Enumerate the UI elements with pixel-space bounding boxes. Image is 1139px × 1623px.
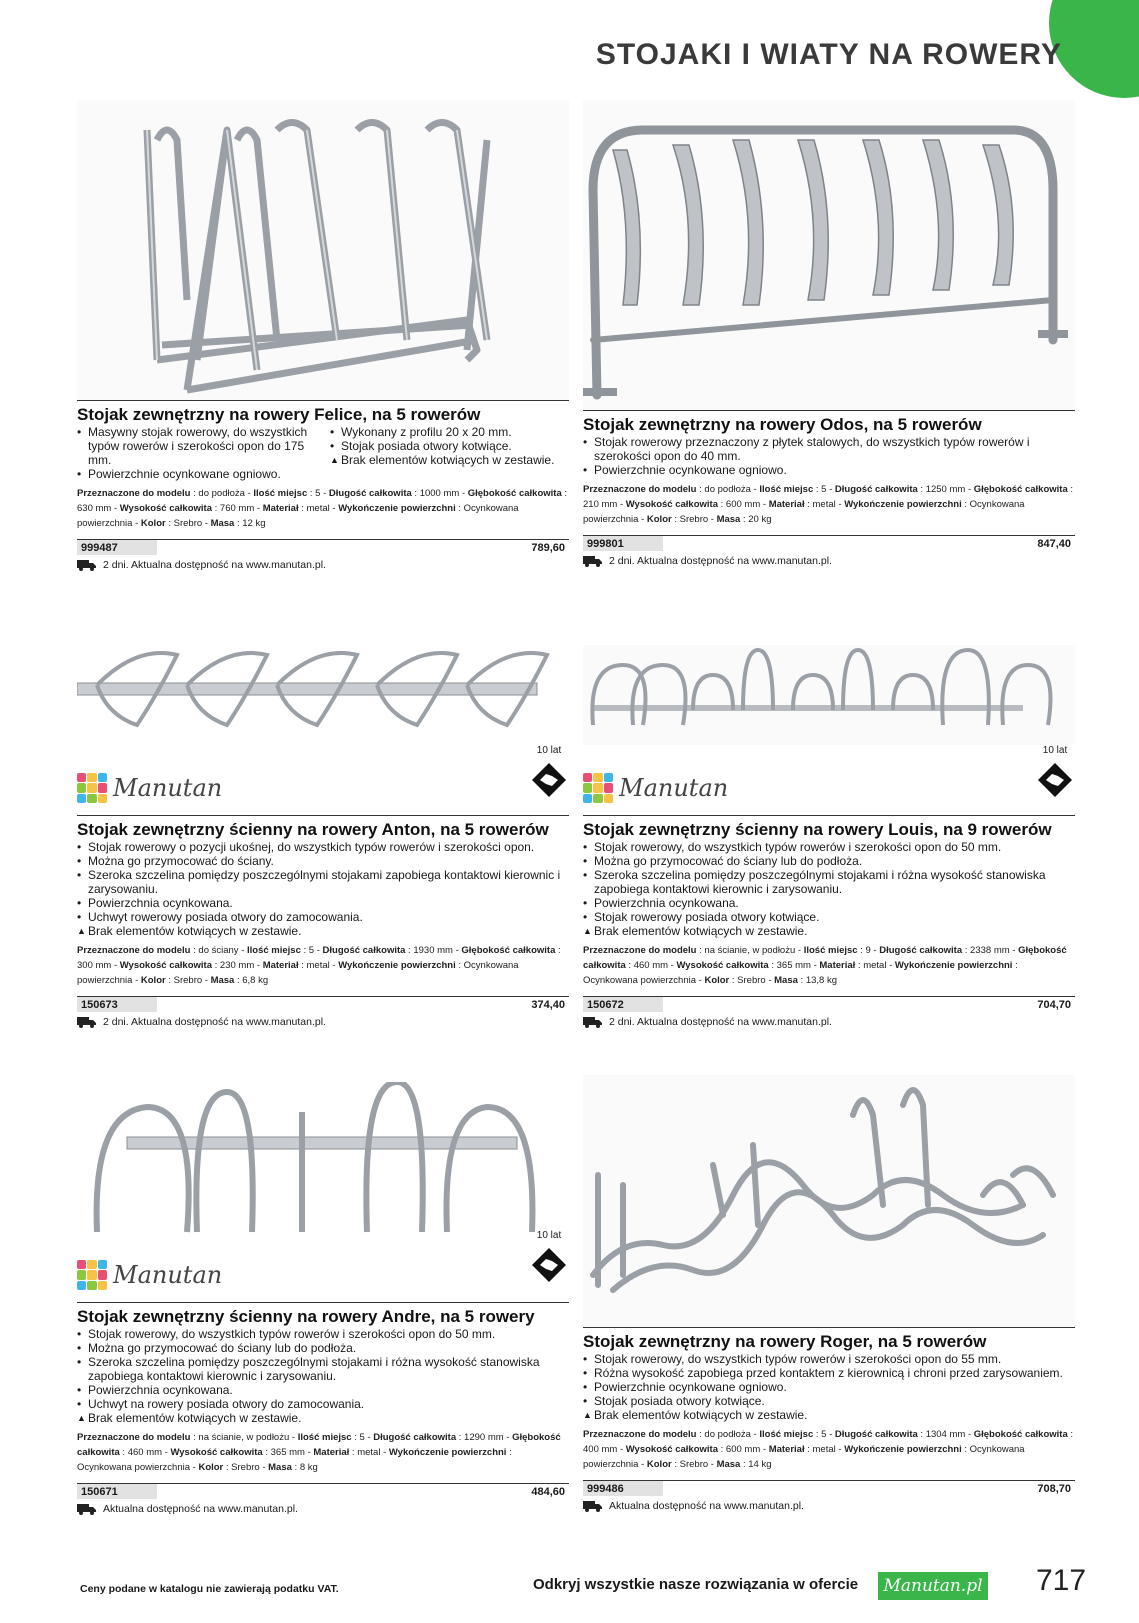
product-specs xyxy=(583,943,1075,988)
spec-value: : do podłoża - xyxy=(696,484,760,495)
spec-value: : 1930 mm - xyxy=(405,945,462,956)
spec-key: Głębokość całkowita xyxy=(973,1429,1068,1440)
bullet-item: • Stojak rowerowy, do wszystkich typów rowerów i szerokości opon do 50 mm. xyxy=(77,1327,569,1341)
cube-icon xyxy=(77,1260,107,1290)
spec-key: Wykończenie powierzchni xyxy=(844,499,962,510)
truck-icon xyxy=(583,1500,603,1512)
warning-item: ▲ Brak elementów kotwiących w zestawie. xyxy=(583,1408,1075,1422)
bullet-item: • Stojak posiada otwory kotwiące. xyxy=(330,439,569,453)
spec-key: Przeznaczone do modelu xyxy=(583,484,697,495)
product-specs xyxy=(77,943,569,988)
spec-value: : Ocynkowana powierzchnia - xyxy=(77,1447,512,1473)
footer-manutan-link[interactable]: Manutan.pl xyxy=(878,1572,988,1600)
product-price: 374,40 xyxy=(531,998,565,1011)
bullet-item: • Powierzchnia ocynkowana. xyxy=(77,896,569,910)
product-anton xyxy=(77,645,569,1028)
spec-value: : na ścianie, w podłożu - xyxy=(696,945,804,956)
spec-value: : 300 mm - xyxy=(77,945,561,971)
spec-value: : 6,8 kg xyxy=(234,975,269,986)
spec-key: Ilość miejsc xyxy=(759,484,814,495)
product-title: Stojak zewnętrzny ścienny na rowery Louis, na 9 rowerów xyxy=(583,815,1075,840)
spec-key: Długość całkowita xyxy=(373,1432,457,1443)
price-row xyxy=(583,1480,1075,1496)
spec-value: : 2338 mm - xyxy=(962,945,1019,956)
spec-key: Materiał xyxy=(768,499,805,510)
spec-value: : 8 kg xyxy=(291,1462,318,1473)
bullet-item: • Masywny stojak rowerowy, do wszystkich typów rowerów i szerokości opon do 175 mm. xyxy=(77,425,316,467)
bullet-item: • Stojak rowerowy przeznaczony z płytek stalowych, do wszystkich typów rowerów i szerokości opon do 40 mm. xyxy=(583,435,1075,463)
spec-value: : Srebro - xyxy=(671,1459,717,1470)
spec-value: : 5 - xyxy=(351,1432,374,1443)
brand-warranty-row xyxy=(77,1230,569,1302)
spec-value: : Ocynkowana powierzchnia - xyxy=(77,960,519,986)
manutan-logo xyxy=(583,773,728,803)
handshake-icon xyxy=(531,1247,567,1283)
spec-value: : metal - xyxy=(855,960,895,971)
price-row xyxy=(77,1483,569,1499)
spec-value: : Ocynkowana powierzchnia - xyxy=(583,960,1018,986)
spec-value: : do podłoża - xyxy=(696,1429,760,1440)
spec-key: Ilość miejsc xyxy=(247,945,301,956)
truck-icon xyxy=(77,1016,97,1028)
delivery-text: Aktualna dostępność na www.manutan.pl. xyxy=(609,1500,804,1512)
spec-value: : 460 mm - xyxy=(119,1447,171,1458)
bullet-item: • Szeroka szczelina pomiędzy poszczególnymi stojakami i różna wysokość stanowiska zapobiega kontaktowi kierownic i zarysowaniu. xyxy=(77,1355,569,1383)
spec-key: Wykończenie powierzchni xyxy=(338,960,456,971)
bullet-item: • Stojak rowerowy o pozycji ukośnej, do wszystkich typów rowerów i szerokości opon. xyxy=(77,840,569,854)
spec-value: : 14 kg xyxy=(740,1459,772,1470)
spec-value: : Ocynkowana powierzchnia - xyxy=(77,503,519,529)
spec-key: Masa xyxy=(716,1459,741,1470)
spec-value: : 400 mm - xyxy=(583,1429,1074,1455)
product-price: 847,40 xyxy=(1037,537,1071,550)
bullet-item: • Uchwyt na rowery posiada otwory do zamocowania. xyxy=(77,1397,569,1411)
product-price: 484,60 xyxy=(531,1485,565,1498)
spec-key: Masa xyxy=(268,1462,292,1473)
delivery-info xyxy=(583,555,1075,567)
product-title: Stojak zewnętrzny ścienny na rowery Andre, na 5 rowery xyxy=(77,1302,569,1327)
product-bullets xyxy=(583,840,1075,938)
bullet-item: • Powierzchnia ocynkowana. xyxy=(77,1383,569,1397)
spec-key: Materiał xyxy=(819,960,856,971)
price-row xyxy=(77,539,569,555)
section-tab xyxy=(1049,0,1139,98)
product-code: 999487 xyxy=(81,541,118,554)
product-bullets xyxy=(77,425,569,481)
spec-key: Materiał xyxy=(768,1444,805,1455)
spec-key: Wykończenie powierzchni xyxy=(388,1447,507,1458)
spec-value: : metal - xyxy=(298,503,339,514)
spec-value: : 365 mm - xyxy=(768,960,820,971)
product-image-anton xyxy=(77,645,569,745)
spec-value: : 9 - xyxy=(857,945,880,956)
spec-value: : 1000 mm - xyxy=(411,488,468,499)
product-code: 150672 xyxy=(587,998,624,1011)
spec-key: Kolor xyxy=(646,514,672,525)
spec-key: Głębokość całkowita xyxy=(77,1432,561,1458)
delivery-info xyxy=(77,1503,569,1515)
spec-key: Kolor xyxy=(140,975,166,986)
handshake-icon xyxy=(531,762,567,798)
product-price: 789,60 xyxy=(531,541,565,554)
product-image-andre xyxy=(77,1082,569,1242)
spec-value: : Ocynkowana powierzchnia - xyxy=(583,499,1025,525)
product-code: 999486 xyxy=(587,1482,624,1495)
product-image-felice xyxy=(77,100,569,400)
warning-item: ▲ Brak elementów kotwiących w zestawie. xyxy=(583,924,1075,938)
spec-value: : metal - xyxy=(804,499,845,510)
product-price: 704,70 xyxy=(1037,998,1071,1011)
delivery-text: 2 dni. Aktualna dostępność na www.manutan.pl. xyxy=(609,555,832,567)
spec-value: : 210 mm - xyxy=(583,484,1074,510)
spec-value: : Srebro - xyxy=(729,975,775,986)
spec-value: : metal - xyxy=(804,1444,845,1455)
spec-key: Wykończenie powierzchni xyxy=(338,503,456,514)
price-row xyxy=(583,996,1075,1012)
spec-key: Długość całkowita xyxy=(328,488,412,499)
spec-value: : do podłoża - xyxy=(190,488,254,499)
spec-key: Ilość miejsc xyxy=(759,1429,814,1440)
bullet-item: • Stojak rowerowy, do wszystkich typów rowerów i szerokości opon do 55 mm. xyxy=(583,1352,1075,1366)
delivery-text: 2 dni. Aktualna dostępność na www.manutan.pl. xyxy=(609,1016,832,1028)
page-number: 717 xyxy=(1036,1564,1087,1597)
page-title: STOJAKI I WIATY NA ROWERY xyxy=(595,38,1062,71)
warranty-text: 10 lat xyxy=(536,745,562,756)
bullet-item: • Uchwyt rowerowy posiada otwory do zamocowania. xyxy=(77,910,569,924)
delivery-info xyxy=(583,1500,1075,1512)
brand-name: Manutan xyxy=(113,1261,223,1289)
spec-key: Przeznaczone do modelu xyxy=(77,945,191,956)
product-image-roger xyxy=(583,1075,1075,1327)
spec-value: : Srebro - xyxy=(671,514,717,525)
spec-value: : 5 - xyxy=(307,488,329,499)
truck-icon xyxy=(77,1503,97,1515)
product-title: Stojak zewnętrzny na rowery Roger, na 5 rowerów xyxy=(583,1327,1075,1352)
delivery-info xyxy=(77,559,569,571)
product-specs xyxy=(77,1430,569,1475)
footer-offer-text: Odkryj wszystkie nasze rozwiązania w ofercie xyxy=(533,1576,859,1593)
spec-value: : do ściany - xyxy=(190,945,247,956)
warning-item: ▲ Brak elementów kotwiących w zestawie. xyxy=(77,1411,569,1425)
spec-key: Wysokość całkowita xyxy=(170,1447,263,1458)
spec-key: Masa xyxy=(210,975,235,986)
spec-value: : 1250 mm - xyxy=(917,484,974,495)
bullet-item: • Można go przymocować do ściany. xyxy=(77,854,569,868)
bullet-item: • Szeroka szczelina pomiędzy poszczególnymi stojakami zapobiega kontaktowi kierownic i zarysowaniu. xyxy=(77,868,569,896)
product-bullets xyxy=(583,1352,1075,1422)
spec-key: Głębokość całkowita xyxy=(583,945,1067,971)
spec-key: Ilość miejsc xyxy=(803,945,858,956)
spec-value: : Srebro - xyxy=(165,975,211,986)
bullet-item: • Można go przymocować do ściany lub do podłoża. xyxy=(77,1341,569,1355)
bullet-item: • Stojak posiada otwory kotwiące. xyxy=(583,1394,1075,1408)
spec-key: Przeznaczone do modelu xyxy=(583,945,697,956)
footer-vat-note: Ceny podane w katalogu nie zawierają podatku VAT. xyxy=(80,1583,339,1595)
spec-key: Długość całkowita xyxy=(834,484,918,495)
truck-icon xyxy=(77,559,97,571)
product-specs xyxy=(583,1427,1075,1472)
spec-value: : 1304 mm - xyxy=(917,1429,974,1440)
spec-key: Kolor xyxy=(646,1459,672,1470)
delivery-info xyxy=(583,1016,1075,1028)
spec-value: : 365 mm - xyxy=(262,1447,314,1458)
spec-key: Głębokość całkowita xyxy=(461,945,556,956)
spec-value: : 1290 mm - xyxy=(456,1432,513,1443)
spec-key: Kolor xyxy=(198,1462,224,1473)
spec-value: : 600 mm - xyxy=(718,499,769,510)
brand-name: Manutan xyxy=(113,774,223,802)
spec-value: : 230 mm - xyxy=(212,960,263,971)
spec-value: : na ścianie, w podłożu - xyxy=(190,1432,298,1443)
warranty-text: 10 lat xyxy=(536,1230,562,1241)
spec-key: Głębokość całkowita xyxy=(467,488,562,499)
spec-key: Kolor xyxy=(140,518,166,529)
product-louis xyxy=(583,645,1075,1028)
spec-key: Przeznaczone do modelu xyxy=(77,488,191,499)
product-code: 150673 xyxy=(81,998,118,1011)
bullet-item: • Stojak rowerowy posiada otwory kotwiące. xyxy=(583,910,1075,924)
spec-key: Długość całkowita xyxy=(834,1429,918,1440)
handshake-icon xyxy=(1037,762,1073,798)
spec-key: Wysokość całkowita xyxy=(625,1444,718,1455)
spec-key: Wysokość całkowita xyxy=(676,960,769,971)
spec-value: : Ocynkowana powierzchnia - xyxy=(583,1444,1025,1470)
product-code: 150671 xyxy=(81,1485,118,1498)
product-image-odos xyxy=(583,100,1075,410)
product-felice xyxy=(77,100,569,571)
bullet-item: • Różna wysokość zapobiega przed kontaktem z kierownicą i chroni przed zarysowaniem. xyxy=(583,1366,1075,1380)
spec-value: : 20 kg xyxy=(740,514,772,525)
manutan-logo xyxy=(77,773,222,803)
spec-key: Masa xyxy=(774,975,798,986)
bullet-item: • Szeroka szczelina pomiędzy poszczególnymi stojakami i różna wysokość stanowiska zapobiega kontaktowi kierownic i zarysowaniu. xyxy=(583,868,1075,896)
spec-key: Ilość miejsc xyxy=(253,488,308,499)
spec-value: : 13,8 kg xyxy=(797,975,837,986)
manutan-logo xyxy=(77,1260,222,1290)
spec-key: Długość całkowita xyxy=(322,945,406,956)
product-price: 708,70 xyxy=(1037,1482,1071,1495)
delivery-text: Aktualna dostępność na www.manutan.pl. xyxy=(103,1503,298,1515)
spec-value: : 460 mm - xyxy=(625,960,677,971)
spec-key: Wysokość całkowita xyxy=(625,499,718,510)
warranty-badge xyxy=(529,1230,569,1283)
spec-key: Ilość miejsc xyxy=(297,1432,352,1443)
spec-key: Wysokość całkowita xyxy=(119,960,212,971)
bullet-item: • Można go przymocować do ściany lub do podłoża. xyxy=(583,854,1075,868)
cube-icon xyxy=(583,773,613,803)
spec-key: Masa xyxy=(210,518,235,529)
delivery-text: 2 dni. Aktualna dostępność na www.manutan.pl. xyxy=(103,559,326,571)
truck-icon xyxy=(583,1016,603,1028)
product-title: Stojak zewnętrzny ścienny na rowery Anton, na 5 rowerów xyxy=(77,815,569,840)
product-image-louis xyxy=(583,645,1075,745)
spec-value: : 630 mm - xyxy=(77,488,568,514)
spec-value: : 5 - xyxy=(813,1429,835,1440)
spec-key: Długość całkowita xyxy=(879,945,963,956)
bullet-item: • Powierzchnie ocynkowane ogniowo. xyxy=(77,467,316,481)
warning-item: ▲ Brak elementów kotwiących w zestawie. xyxy=(330,453,569,467)
spec-key: Materiał xyxy=(262,503,299,514)
warranty-badge xyxy=(1035,745,1075,798)
brand-warranty-row xyxy=(77,745,569,815)
bullet-item: • Powierzchnia ocynkowana. xyxy=(583,896,1075,910)
product-bullets xyxy=(77,1327,569,1425)
spec-key: Głębokość całkowita xyxy=(973,484,1068,495)
product-roger xyxy=(583,1075,1075,1512)
spec-value: : 760 mm - xyxy=(212,503,263,514)
bullet-item: • Powierzchnie ocynkowane ogniowo. xyxy=(583,463,1075,477)
product-odos xyxy=(583,100,1075,567)
product-andre xyxy=(77,1082,569,1515)
spec-key: Wysokość całkowita xyxy=(119,503,212,514)
spec-key: Wykończenie powierzchni xyxy=(894,960,1013,971)
brand-warranty-row xyxy=(583,745,1075,815)
spec-value: : Srebro - xyxy=(223,1462,269,1473)
spec-value: : Srebro - xyxy=(165,518,211,529)
product-specs xyxy=(583,482,1075,527)
spec-value: : 12 kg xyxy=(234,518,266,529)
bullet-item: • Wykonany z profilu 20 x 20 mm. xyxy=(330,425,569,439)
truck-icon xyxy=(583,555,603,567)
spec-key: Przeznaczone do modelu xyxy=(77,1432,191,1443)
spec-value: : 600 mm - xyxy=(718,1444,769,1455)
spec-key: Masa xyxy=(716,514,741,525)
price-row xyxy=(583,535,1075,551)
spec-key: Kolor xyxy=(704,975,730,986)
delivery-text: 2 dni. Aktualna dostępność na www.manutan.pl. xyxy=(103,1016,326,1028)
product-specs xyxy=(77,486,569,531)
product-title: Stojak zewnętrzny na rowery Odos, na 5 rowerów xyxy=(583,410,1075,435)
warranty-badge xyxy=(529,745,569,798)
warranty-text: 10 lat xyxy=(1042,745,1068,756)
spec-value: : 5 - xyxy=(813,484,835,495)
spec-value: : metal - xyxy=(298,960,339,971)
bullet-item: • Powierzchnie ocynkowane ogniowo. xyxy=(583,1380,1075,1394)
product-bullets xyxy=(77,840,569,938)
spec-key: Przeznaczone do modelu xyxy=(583,1429,697,1440)
delivery-info xyxy=(77,1016,569,1028)
product-code: 999801 xyxy=(587,537,624,550)
product-bullets xyxy=(583,435,1075,477)
cube-icon xyxy=(77,773,107,803)
bullet-item: • Stojak rowerowy, do wszystkich typów rowerów i szerokości opon do 50 mm. xyxy=(583,840,1075,854)
spec-value: : metal - xyxy=(349,1447,389,1458)
spec-key: Wykończenie powierzchni xyxy=(844,1444,962,1455)
brand-name: Manutan xyxy=(619,774,729,802)
product-title: Stojak zewnętrzny na rowery Felice, na 5 rowerów xyxy=(77,400,569,425)
spec-key: Materiał xyxy=(262,960,299,971)
warning-item: ▲ Brak elementów kotwiących w zestawie. xyxy=(77,924,569,938)
spec-key: Materiał xyxy=(313,1447,350,1458)
price-row xyxy=(77,996,569,1012)
spec-value: : 5 - xyxy=(300,945,323,956)
